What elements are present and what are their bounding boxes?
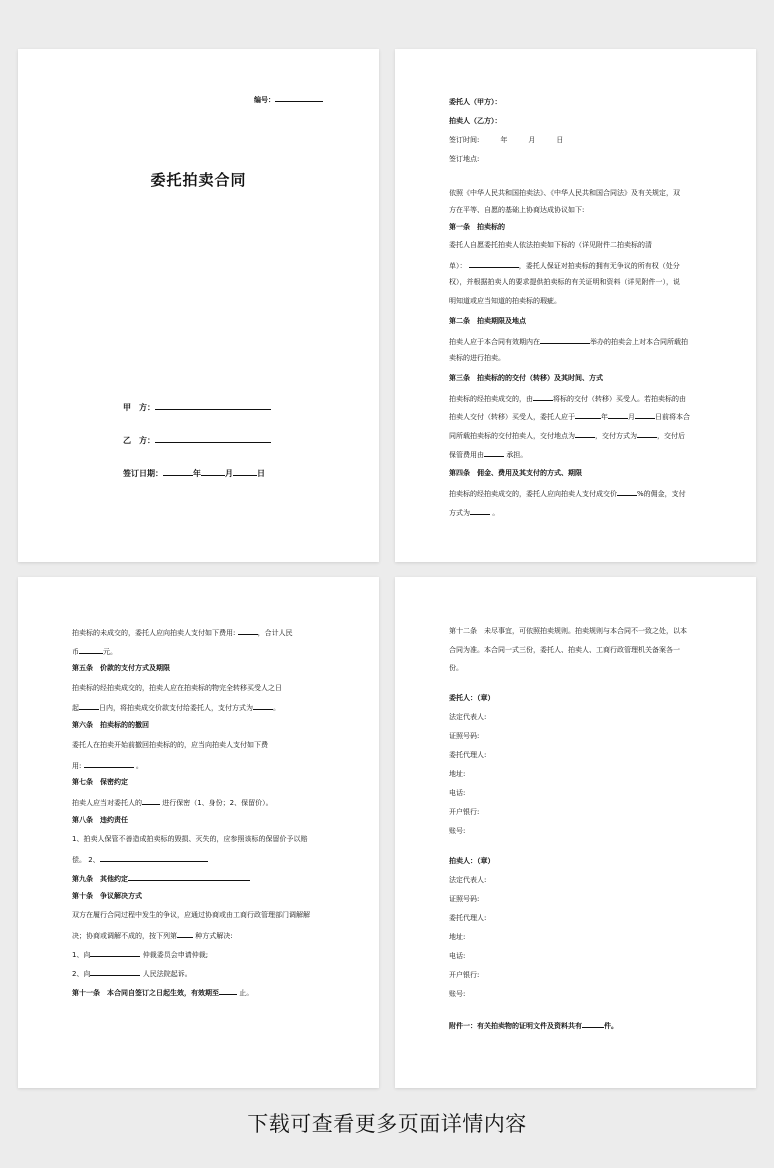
article-12-line-2: 合同为准。本合同一式三份，委托人、拍卖人、工商行政管理机关备案各一	[449, 646, 680, 654]
text-segment: 将标的交付（转移）买受人。若拍卖标的由	[553, 395, 686, 403]
blank-field	[128, 872, 250, 881]
article-2-heading: 第二条 拍卖期限及地点	[449, 317, 526, 325]
auctioneer-account: 账号:	[449, 990, 466, 998]
text-segment: 附件一：有关拍卖物的证明文件及资料共有	[449, 1022, 582, 1030]
text-segment: 止。	[237, 989, 254, 997]
principal-seal-label: 委托人：（章）	[449, 694, 495, 702]
article-4-line-2	[449, 506, 499, 518]
year-label: 年	[193, 469, 201, 478]
blank-field	[575, 429, 595, 438]
sign-date-row	[123, 467, 265, 479]
party-a-blank	[155, 401, 271, 410]
party-b-blank	[155, 434, 271, 443]
blank-field	[79, 645, 103, 654]
article-7-line-1	[72, 796, 273, 808]
blank-field	[84, 759, 134, 768]
blank-field	[238, 626, 258, 635]
blank-field	[617, 487, 637, 496]
blank-field	[484, 448, 504, 457]
text-segment: 举办的拍卖会上对本合同所载拍	[590, 338, 688, 346]
article-5-line-1: 拍卖标的经拍卖成交的，拍卖人应在拍卖标的物完全转移买受人之日	[72, 684, 282, 692]
auctioneer-bank: 开户银行:	[449, 971, 480, 979]
article-6-heading: 第六条 拍卖标的的撤回	[72, 721, 149, 729]
text-segment: 单）：	[449, 262, 467, 270]
text-segment: 第十一条 本合同自签订之日起生效，有效期至	[72, 989, 219, 997]
text-segment: 日前将本合	[655, 413, 690, 421]
article-11-line	[72, 986, 253, 998]
sign-place-line: 签订地点:	[449, 155, 480, 163]
article-6-line-2	[72, 759, 143, 771]
article-10-line-4	[72, 967, 192, 979]
text-segment: 起	[72, 704, 79, 712]
text-segment: 元。	[103, 648, 117, 656]
text-segment: 拍卖标的经拍卖成交的，委托人应向拍卖人支付成交价	[449, 490, 617, 498]
text-segment: %的佣金，支付	[637, 490, 686, 498]
blank-field	[540, 335, 590, 344]
blank-field	[637, 429, 657, 438]
article-9-heading	[72, 872, 250, 884]
text-segment: 月	[628, 413, 635, 421]
contract-page-2	[395, 49, 756, 562]
principal-agent: 委托代理人:	[449, 751, 487, 759]
text-segment: 仲裁委员会申请仲裁;	[140, 951, 209, 959]
article-5-line-2	[72, 701, 280, 713]
contract-page-4	[395, 577, 756, 1088]
article-1-line-1: 委托人自愿委托拍卖人依法拍卖如下标的（详见附件二拍卖标的清	[449, 241, 652, 249]
preamble-line-2: 方在平等、自愿的基础上协商达成协议如下:	[449, 206, 585, 214]
principal-license-no: 证照号码:	[449, 732, 480, 740]
article-10-heading: 第十条 争议解决方式	[72, 892, 142, 900]
month-label: 月	[225, 469, 233, 478]
blank-field	[608, 410, 628, 419]
text-segment: ，交付后	[657, 432, 685, 440]
preamble-line-1: 依照《中华人民共和国拍卖法》、《中华人民共和国合同法》及有关规定，双	[449, 189, 680, 197]
text-segment: 承担。	[504, 451, 528, 459]
article-8-line-2	[72, 853, 208, 865]
article-6-line-1: 委托人在拍卖开始前撤回拍卖标的的，应当向拍卖人支付如下费	[72, 741, 268, 749]
contract-page-3	[18, 577, 379, 1088]
article-3-heading: 第三条 拍卖标的的交付（转移）及其时间、方式	[449, 374, 603, 382]
blank-field	[90, 948, 140, 957]
text-segment: 拍卖人应当对委托人的	[72, 799, 142, 807]
day-blank	[233, 467, 257, 476]
text-segment: 1、向	[72, 951, 91, 959]
auctioneer-address: 地址:	[449, 933, 466, 941]
article-10-line-3	[72, 948, 208, 960]
auctioneer-license-no: 证照号码:	[449, 895, 480, 903]
article-2-line-1	[449, 335, 688, 347]
blank-field	[100, 853, 208, 862]
party-a-row	[123, 401, 271, 413]
year-blank	[163, 467, 193, 476]
party-a-label: 甲 方：	[123, 403, 155, 412]
text-segment: 日内，将拍卖成交价款支付给委托人，支付方式为	[99, 704, 253, 712]
blank-field	[90, 967, 140, 976]
article-1-line-3: 权），并根据拍卖人的要求提供拍卖标的有关证明和资料（详见附件一），说	[449, 278, 680, 286]
article-1-line-4: 明知道或应当知道的拍卖标的瑕疵。	[449, 297, 561, 305]
text-segment: 币	[72, 648, 79, 656]
text-segment: ，合计人民	[257, 629, 293, 637]
auctioneer-legal-rep: 法定代表人:	[449, 876, 487, 884]
text-segment: 同所载拍卖标的交付拍卖人，交付地点为	[449, 432, 575, 440]
article-1-line-2	[449, 259, 680, 271]
blank-field	[177, 929, 193, 938]
blank-field	[469, 259, 519, 268]
article-4-heading: 第四条 佣金、费用及其支付的方式、期限	[449, 469, 582, 477]
principal-legal-rep: 法定代表人:	[449, 713, 487, 721]
text-segment: 拍卖标的未成交的，委托人应向拍卖人支付如下费用:	[72, 629, 236, 637]
sign-date-label: 签订日期：	[123, 469, 163, 478]
article-2-line-2: 卖标的进行拍卖。	[449, 354, 505, 362]
article-3-line-3	[449, 429, 685, 441]
day-label: 日	[257, 469, 265, 478]
contract-page-cover	[18, 49, 379, 562]
contract-number-blank	[275, 93, 323, 102]
text-segment: 决；协商或调解不成的，按下列第	[72, 932, 177, 940]
article-4-line-1	[449, 487, 686, 499]
text-segment: 第九条 其他约定	[72, 875, 128, 883]
text-segment: 人民法院起诉。	[140, 970, 192, 978]
article-12-line-1: 第十二条 未尽事宜，可依照拍卖规则。拍卖规则与本合同不一致之处，以本	[449, 627, 687, 635]
contract-number-label: 编号：	[254, 96, 275, 104]
principal-account: 账号:	[449, 827, 466, 835]
blank-field	[575, 410, 601, 419]
article-3-line-1	[449, 392, 686, 404]
text-segment: 拍卖标的经拍卖成交的，由	[449, 395, 533, 403]
party-b-label: 乙 方：	[123, 436, 155, 445]
attachment-1-line	[449, 1019, 618, 1031]
principal-party-label: 委托人（甲方）：	[449, 98, 502, 106]
text-segment: 偿。 2、	[72, 856, 100, 864]
party-b-row	[123, 434, 271, 446]
principal-address: 地址:	[449, 770, 466, 778]
article-7-heading: 第七条 保密约定	[72, 778, 128, 786]
blank-field	[253, 701, 273, 710]
auctioneer-seal-label: 拍卖人：（章）	[449, 857, 495, 865]
article-8-heading: 第八条 违约责任	[72, 816, 128, 824]
text-segment: 保管费用由	[449, 451, 484, 459]
text-segment: 。	[273, 704, 280, 712]
text-segment: 方式为	[449, 509, 470, 517]
blank-field	[79, 701, 99, 710]
auctioneer-agent: 委托代理人:	[449, 914, 487, 922]
unsold-fee-line-2	[72, 645, 117, 657]
unsold-fee-line-1	[72, 626, 293, 638]
text-segment: 年	[601, 413, 608, 421]
sign-time-line: 签订时间: 年 月 日	[449, 136, 564, 144]
auctioneer-phone: 电话:	[449, 952, 466, 960]
text-segment: 拍卖人应于本合同有效期内在	[449, 338, 540, 346]
article-10-line-1: 双方在履行合同过程中发生的争议，应通过协商或由工商行政管理部门调解解	[72, 911, 310, 919]
article-12-line-3: 份。	[449, 664, 463, 672]
text-segment: 种方式解决:	[193, 932, 233, 940]
text-segment: 进行保密（1、身份；2、保留价）。	[160, 799, 273, 807]
text-segment: 用:	[72, 762, 82, 770]
article-5-heading: 第五条 价款的支付方式及期限	[72, 664, 170, 672]
principal-bank: 开户银行:	[449, 808, 480, 816]
download-more-caption[interactable]: 下载可查看更多页面详情内容	[247, 1112, 527, 1136]
contract-number-row	[254, 93, 323, 105]
blank-field	[582, 1019, 604, 1028]
article-1-heading: 第一条 拍卖标的	[449, 223, 505, 231]
document-title: 委托拍卖合同	[150, 171, 247, 189]
text-segment: 。	[490, 509, 500, 517]
text-segment: ，交付方式为	[595, 432, 637, 440]
text-segment: 2、向	[72, 970, 91, 978]
blank-field	[219, 986, 237, 995]
text-segment: ，委托人保证对拍卖标的拥有无争议的所有权（处分	[518, 262, 680, 270]
article-10-line-2	[72, 929, 233, 941]
article-3-line-4	[449, 448, 527, 460]
blank-field	[142, 796, 160, 805]
month-blank	[201, 467, 225, 476]
blank-field	[470, 506, 490, 515]
article-3-line-2	[449, 410, 690, 422]
auctioneer-party-label: 拍卖人（乙方）：	[449, 117, 502, 125]
blank-field	[635, 410, 655, 419]
blank-field	[533, 392, 553, 401]
text-segment: 。	[135, 762, 143, 770]
text-segment: 件。	[604, 1022, 618, 1030]
principal-phone: 电话:	[449, 789, 466, 797]
article-8-line-1: 1、拍卖人保管不善造成拍卖标的毁损、灭失的，应参照该标的保留价予以赔	[72, 835, 308, 843]
text-segment: 拍卖人交付（转移）买受人，委托人应于	[449, 413, 575, 421]
